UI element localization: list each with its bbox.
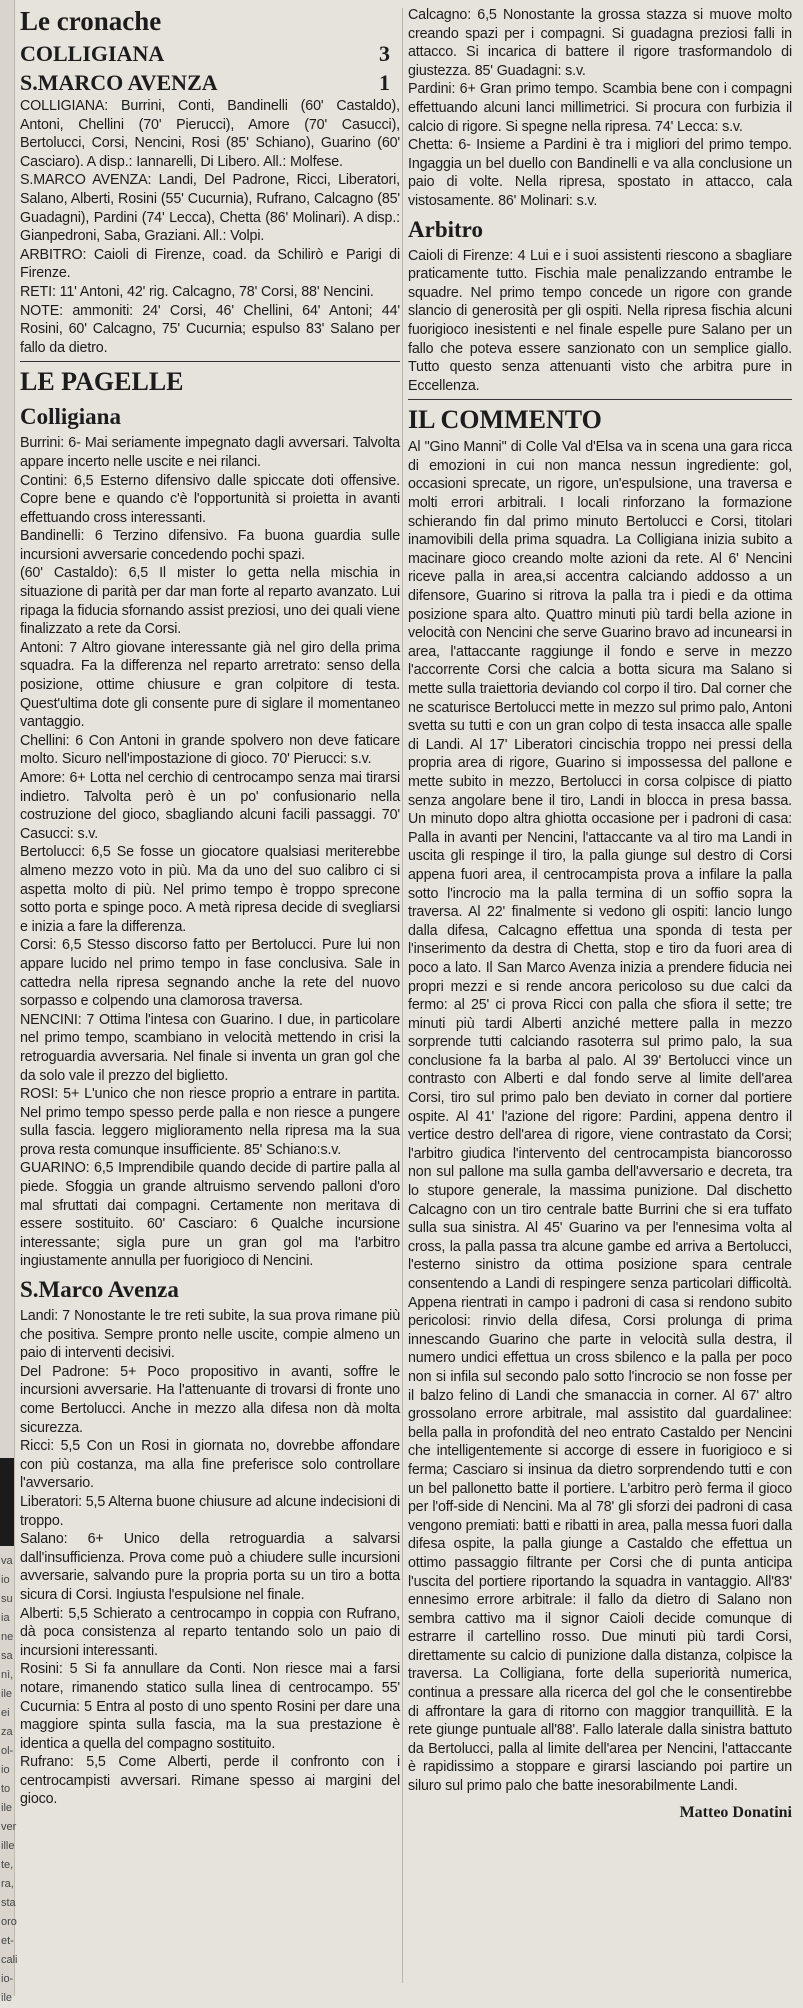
player-rating: ROSI: 5+ L'unico che non riesce proprio a entrare in partita. Nel primo tempo spesso perde palla e non riesce a pungere sulla fascia. leggero miglioramento nella ripresa ma la sua prova resta comunque insufficiente. 85' Schiano:s.v. (20, 1086, 400, 1158)
home-ratings-list (20, 434, 400, 1271)
edge-text-fragment: et- (1, 1935, 14, 1947)
referee-rating-heading: Arbitro (408, 216, 483, 242)
player-rating: Alberti: 5,5 Schierato a centrocampo in coppia con Rufrano, dà poca consistenza al reparto tentando solo un paio di incursioni interessanti. (20, 1605, 400, 1659)
away-team-name: S.MARCO AVENZA (20, 70, 218, 95)
away-ratings-list-left (20, 1307, 400, 1809)
home-ratings-heading: Colligiana (20, 404, 121, 430)
edge-text-fragment: ile (1, 1802, 13, 1814)
player-rating: Chellini: 6 Con Antoni in grande spolvero non deve faticare molto. Sicuro nell'impostazione di gioco. 70' Pierucci: s.v. (20, 732, 400, 768)
edge-text-fragment: io (1, 1764, 10, 1776)
home-team-name: COLLIGIANA (20, 41, 165, 66)
player-rating: Burrini: 6- Mai seriamente impegnato dagli avversari. Talvolta appare incerto nelle uscite e nei rilanci. (20, 435, 400, 470)
edge-text-fragment: ile (1, 1992, 13, 2004)
home-team-score: 3 (379, 41, 390, 66)
player-rating: GUARINO: 6,5 Imprendibile quando decide di partire palla al piede. Sfoggia un grande altruismo servendo palloni d'oro mal sfruttati dai compagni. Certamente non meritava di essere sostituito. 60' Casciaro: 6 Qualche incursione interessante; sigla pure un gran gol ma l'arbitro ingiustamente annulla per fuorigioco di Nencini. (20, 1160, 400, 1270)
player-rating: Rufrano: 5,5 Come Alberti, perde il confronto con i centrocampisti avversari. Rimane spesso ai margini del gioco. (20, 1754, 400, 1808)
edge-text-fragment: ra, (1, 1878, 14, 1890)
edge-text-fragment: ol- (1, 1745, 14, 1757)
section-rule (408, 399, 792, 400)
away-score-line (20, 68, 400, 97)
edge-text-fragment: su (1, 1593, 13, 1605)
edge-text-fragment: ile (1, 1688, 13, 1700)
edge-text-fragment: io- (1, 1973, 14, 1985)
player-rating: Del Padrone: 5+ Poco propositivo in avanti, soffre le incursioni avversarie. Ha l'attenuante di trovarsi di fronte uno come Bertolucci. Anche in mezzo alla difesa non dà molta sicurezza. (20, 1363, 400, 1436)
away-ratings-list-right (408, 6, 792, 211)
edge-text-fragment: ne (1, 1631, 14, 1643)
edge-text-fragment: nì, (1, 1669, 14, 1681)
home-score-line (20, 39, 400, 68)
referee-info: ARBITRO: Caioli di Firenze, coad. da Schilirò e Parigi di Firenze. (20, 246, 400, 282)
edge-text-fragment: ei (1, 1707, 10, 1719)
right-column (408, 6, 792, 1822)
player-rating: Bandinelli: 6 Terzino difensivo. Fa buona guardia sulle incursioni avversarie concedendo pochi spazi. (20, 528, 400, 563)
player-rating: Amore: 6+ Lotta nel cerchio di centrocampo senza mai tirarsi indietro. Talvolta però è un po' confusionario nella costruzione del gioco, sbagliando alcuni facili passaggi. 70' Casucci: s.v. (20, 770, 400, 842)
player-rating: Pardini: 6+ Gran primo tempo. Scambia bene con i compagni effettuando alcuni lanci millimetrici. Si procura con furbizia il calcio di rigore. Si spegne nella ripresa. 74' Lecca: s.v. (408, 81, 792, 135)
edge-text-fragment: sa (1, 1650, 13, 1662)
edge-text-fragment: te, (1, 1859, 14, 1871)
match-notes: NOTE: ammoniti: 24' Corsi, 46' Chellini, 64' Antoni; 44' Rosini, 60' Calcagno, 75' Cucurnia; espulso 83' Salano per fallo da dietro. (20, 302, 400, 356)
edge-text-fragment: sta (1, 1897, 16, 1909)
player-rating: Landi: 7 Nonostante le tre reti subite, la sua prova rimane più che positiva. Sempre pronto nelle uscite, compie almeno un paio di interventi decisivi. (20, 1308, 400, 1362)
player-rating: Rosini: 5 Si fa annullare da Conti. Non riesce mai a farsi notare, rimanendo statico sulla linea di centrocampo. 55' Cucurnia: 5 Entra al posto di uno spento Rosini per dare una maggiore spinta sulla fascia, ma la sua prestazione è identica a quella del compagno sostituito. (20, 1661, 400, 1752)
away-lineup: S.MARCO AVENZA: Landi, Del Padrone, Ricci, Liberatori, Salano, Alberti, Rosini (55' Cucurnia), Rufrano, Calcagno (85' Guadagni), Pardini (74' Lecca), Chetta (86' Molinari). A disp.: Gianpedroni, Saba, Graziani. All.: Volpi. (20, 172, 400, 245)
edge-text-fragment: ille (1, 1840, 15, 1852)
player-rating: Corsi: 6,5 Stesso discorso fatto per Bertolucci. Pure lui non appare lucido nel primo tempo in fase conclusiva. Sale in cattedra nella ripresa segnando anche la rete del nuovo sorpasso e colpendo una clamorosa traversa. (20, 937, 400, 1010)
player-rating: (60' Castaldo): 6,5 Il mister lo getta nella mischia in situazione di parità per dar man forte al reparto avanzato. Lui ripaga la fiducia sfornando assist preziosi, uno dei quali viene finalizzato a rete da Corsi. (20, 565, 400, 638)
home-lineup: COLLIGIANA: Burrini, Conti, Bandinelli (60' Castaldo), Antoni, Chellini (70' Pierucci), Amore (70' Casucci), Bertolucci, Corsi, Nencini, Rosi (85' Schiano), Guarino (60' Casciaro). A disp.: Iannarelli, Di Libero. All.: Molfese. (20, 98, 400, 170)
author-byline: Matteo Donatini (679, 1803, 792, 1821)
column-divider (402, 8, 403, 1983)
goals-info: RETI: 11' Antoni, 42' rig. Calcagno, 78' Corsi, 88' Nencini. (20, 283, 374, 300)
commentary-heading: IL COMMENTO (408, 405, 602, 435)
player-rating: Antoni: 7 Altro giovane interessante già nel giro della prima squadra. Fa la differenza nel reparto arretrato: senso della posizione, ottime chiusure e gran colpitore di testa. Quest'ultima dote gli consente pure di siglare il momentaneo vantaggio. (20, 639, 400, 731)
adjacent-page-edge (0, 0, 18, 2004)
away-ratings-heading: S.Marco Avenza (20, 1277, 179, 1303)
edge-text-fragment: cali (1, 1954, 18, 1966)
edge-text-fragment: ia (1, 1612, 10, 1624)
player-rating: Ricci: 5,5 Con un Rosi in giornata no, dovrebbe affondare con più costanza, ma alla fine preferisce solo controllare l'avversario. (20, 1438, 400, 1492)
edge-text-fragment: za (1, 1726, 13, 1738)
player-rating: Contini: 6,5 Esterno difensivo dalle spiccate doti offensive. Copre bene e quando c'è l'opportunità si proietta in avanti effettuando cross interessanti. (20, 472, 400, 526)
left-column (20, 6, 400, 1809)
edge-text-fragment: va (1, 1555, 13, 1567)
commentary-text: Al "Gino Manni" di Colle Val d'Elsa va in scena una gara ricca di emozioni in cui non manca nessun ingrediente: gol, occasioni sprecate, un rigore, un'espulsione, una traversa e molti errori arbitrali. I locali rinforzano la formazione schierando fin dal primo minuto Bertolucci e Corsi, titolari inamovibili della prima squadra. La Colligiana inizia subito a macinare gioco creando molte azioni da rete. Al 6' Nencini riceve palla in area,si accentra calciando addosso a un difensore, Guarino si ritrova la palla tra i piedi e da ottima posizione spara alto. Quattro minuti più tardi bella azione in velocità con Nencini che serve Guarino bravo ad incunearsi in area, l'attaccante raggiunge il fondo e serve in mezzo l'accorrente Corsi che calcia a botta sicura ma Salano si mette sulla traiettoria deviando col corpo il tiro. Dal corner che ne scaturisce Bertolucci mette in mezzo sul primo palo, Antoni svetta su tutti e con un gran colpo di testa insacca alle spalle di Landi. Al 17' Liberatori cincischia troppo nei pressi della propria area di rigore, Guarino si impossessa del pallone e mette subito in mezzo, Bertolucci in corsa colpisce di piatto senza angolare bene il tiro, Landi in blocca in presa bassa. Un minuto dopo altra ghiotta occasione per i padroni di casa: Palla in avanti per Nencini, l'attaccante va al tiro ma Landi in uscita gli respinge il tiro, la palla giunge sul destro di Corsi appena fuori area, il centrocampista prova a infilare la palla sotto l'incrocio ma la palla termina di un soffio sopra la traversa. Al 22' finalmente si vedono gli ospiti: lancio lungo dalla difesa, Calcagno effettua una sponda di testa per l'inserimento da destra di Chetta, stop e tiro da fuori area di poco a lato. Il San Marco Avenza inizia a prendere fiducia nei propri mezzi e si rende ancora pericoloso su due calci da fermo: al 25' ci prova Ricci con palla che sfiora il sette; tre minuti più tardi Alberti anziché mettere palla in mezzo sorprende tutti calciando rasoterra sul primo palo, la sua conclusione fa la barba al palo. Al 39' Bertolucci vince un contrasto con Alberti e dal fondo serve al limite dell'area Corsi, tiro sul primo palo ben deviato in corner dal portiere ospite. Al 41' l'azione del rigore: Pardini, appena dentro il vertice destro dell'area di rigore, viene contrastato da Corsi; l'arbitro giudica l'intervento del centrocampista biancorosso non sul pallone ma sulla gamba dell'avversario e decreta, tra lo stupore generale, la massima punizione. Dal dischetto Calcagno con un tiro centrale batte Burrini che si era tuffato sulla sua sinistra. Al 45' Guarino va per l'ennesima volta al cross, la palla passa tra alcune gambe ed arriva a Bertolucci, l'esterno sinistro da ottima posizione spara centrale consentendo a Landi di respingere senza particolari difficoltà. Appena rientrati in campo i padroni di casa si rendono subito pericolosi: rinvio della difesa, Corsi prolunga di prima innescando Guarino che parte in velocità sulla destra, il numero undici effettua un cross sbilenco e la palla per poco non si infila sul secondo palo sotto l'incrocio se non fosse per il balzo felino di Landi che smanaccia in corner. Al 67' altro grossolano errore arbitrale, mal assistito dal guardalinee: bella palla in profondità del neo entrato Castaldo per Nencini che intelligentemente si accorge di essere in fuorigioco e si ferma; Casciaro si insinua da dietro sorprendendo tutti e con un bel pallonetto batte il portiere. L'arbitro però ferma il gioco per l'off-side di Nencini. Ma al 78' gli sforzi dei padroni di casa vengono premiati: batti e ribatti in area, palla messa fuori dalla difesa ospite, la palla giunge a Castaldo che effettua un ottimo passaggio filtrante per Corsi che di punta anticipa l'uscita del portiere riportando la squadra in vantaggio. All'83' ennesimo errore arbitrale: il fallo da dietro di Salano non sembra cattivo ma il signor Caioli decide comunque di estrarre il cartellino rosso. Due minuti più tardi Corsi, direttamente su calcio di punizione dalla distanza, colpisce la traversa. La Colligiana, forte della superiorità numerica, continua a pressare alla ricerca del gol che le consentirebbe di affrontare la gara di ritorno con maggior tranquillità. E la rete giunge puntuale all'88'. Fallo laterale dalla sinistra battuto da Bertolucci, palla al limite dell'area per Nencini, l'attaccante è rapidissimo a stoppare e girarsi lasciando poi partire un siluro sul primo palo che batte inesorabilmente Landi. (408, 439, 792, 1795)
referee-rating: Caioli di Firenze: 4 Lui e i suoi assistenti riescono a sbagliare praticamente tutto. Fischia male penalizzando entrambe le squadre. Nel primo tempo concede un rigore con grande slancio di generosità per gli ospiti. Nella ripresa fischia alcuni fuorigioco inesistenti e nel finale espelle pure Salano per un fallo che poteva essere sanzionato con un semplice giallo. Tutto questo senza attenuanti visto che arbitra pure in Eccellenza. (408, 247, 792, 394)
adjacent-page-dark-block (0, 1458, 14, 1546)
player-rating: Salano: 6+ Unico della retroguardia a salvarsi dall'insufficienza. Prova come può a chiudere sulle incursioni avversarie, salvando pure la propria porta su un tiro a botta sicura di Corsi. Ingiusta l'espulsione nel finale. (20, 1531, 400, 1603)
section-heading: Le cronache (20, 6, 162, 36)
player-rating: Bertolucci: 6,5 Se fosse un giocatore qualsiasi meriterebbe almeno mezzo voto in più. Ma da uno del suo calibro ci si aspetta molto di più. Nel primo tempo è troppo sprecone sotto porta e spinge poco. A metà ripresa decide di svegliarsi e inizia a fare la differenza. (20, 844, 400, 935)
edge-text-fragment: oro (1, 1916, 17, 1928)
player-rating: Liberatori: 5,5 Alterna buone chiusure ad alcune indecisioni di troppo. (20, 1493, 401, 1529)
away-team-score: 1 (379, 70, 390, 95)
player-rating: Calcagno: 6,5 Nonostante la grossa stazza si muove molto creando spazi per i compagni. Si guadagna preziosi falli in attacco. Si incarica di battere il rigore trasformandolo di giustezza. 85' Guadagni: s.v. (408, 7, 792, 79)
edge-text-fragment: io (1, 1574, 10, 1586)
section-rule (20, 361, 400, 362)
ratings-heading: LE PAGELLE (20, 367, 184, 397)
player-rating: Chetta: 6- Insieme a Pardini è tra i migliori del primo tempo. Ingaggia un bel duello con Bandinelli e va alla conclusione un paio di volte. Nella ripresa, spostato in attacco, cala vistosamente. 86' Molinari: s.v. (408, 137, 792, 209)
edge-text-fragment: ver (1, 1821, 17, 1833)
player-rating: NENCINI: 7 Ottima l'intesa con Guarino. I due, in particolare nel primo tempo, scambiano in velocità mettendo in crisi la retroguardia avversaria. Nel finale si inventa un gran gol che da solo vale il prezzo del biglietto. (20, 1011, 400, 1084)
edge-text-fragment: to (1, 1783, 11, 1795)
